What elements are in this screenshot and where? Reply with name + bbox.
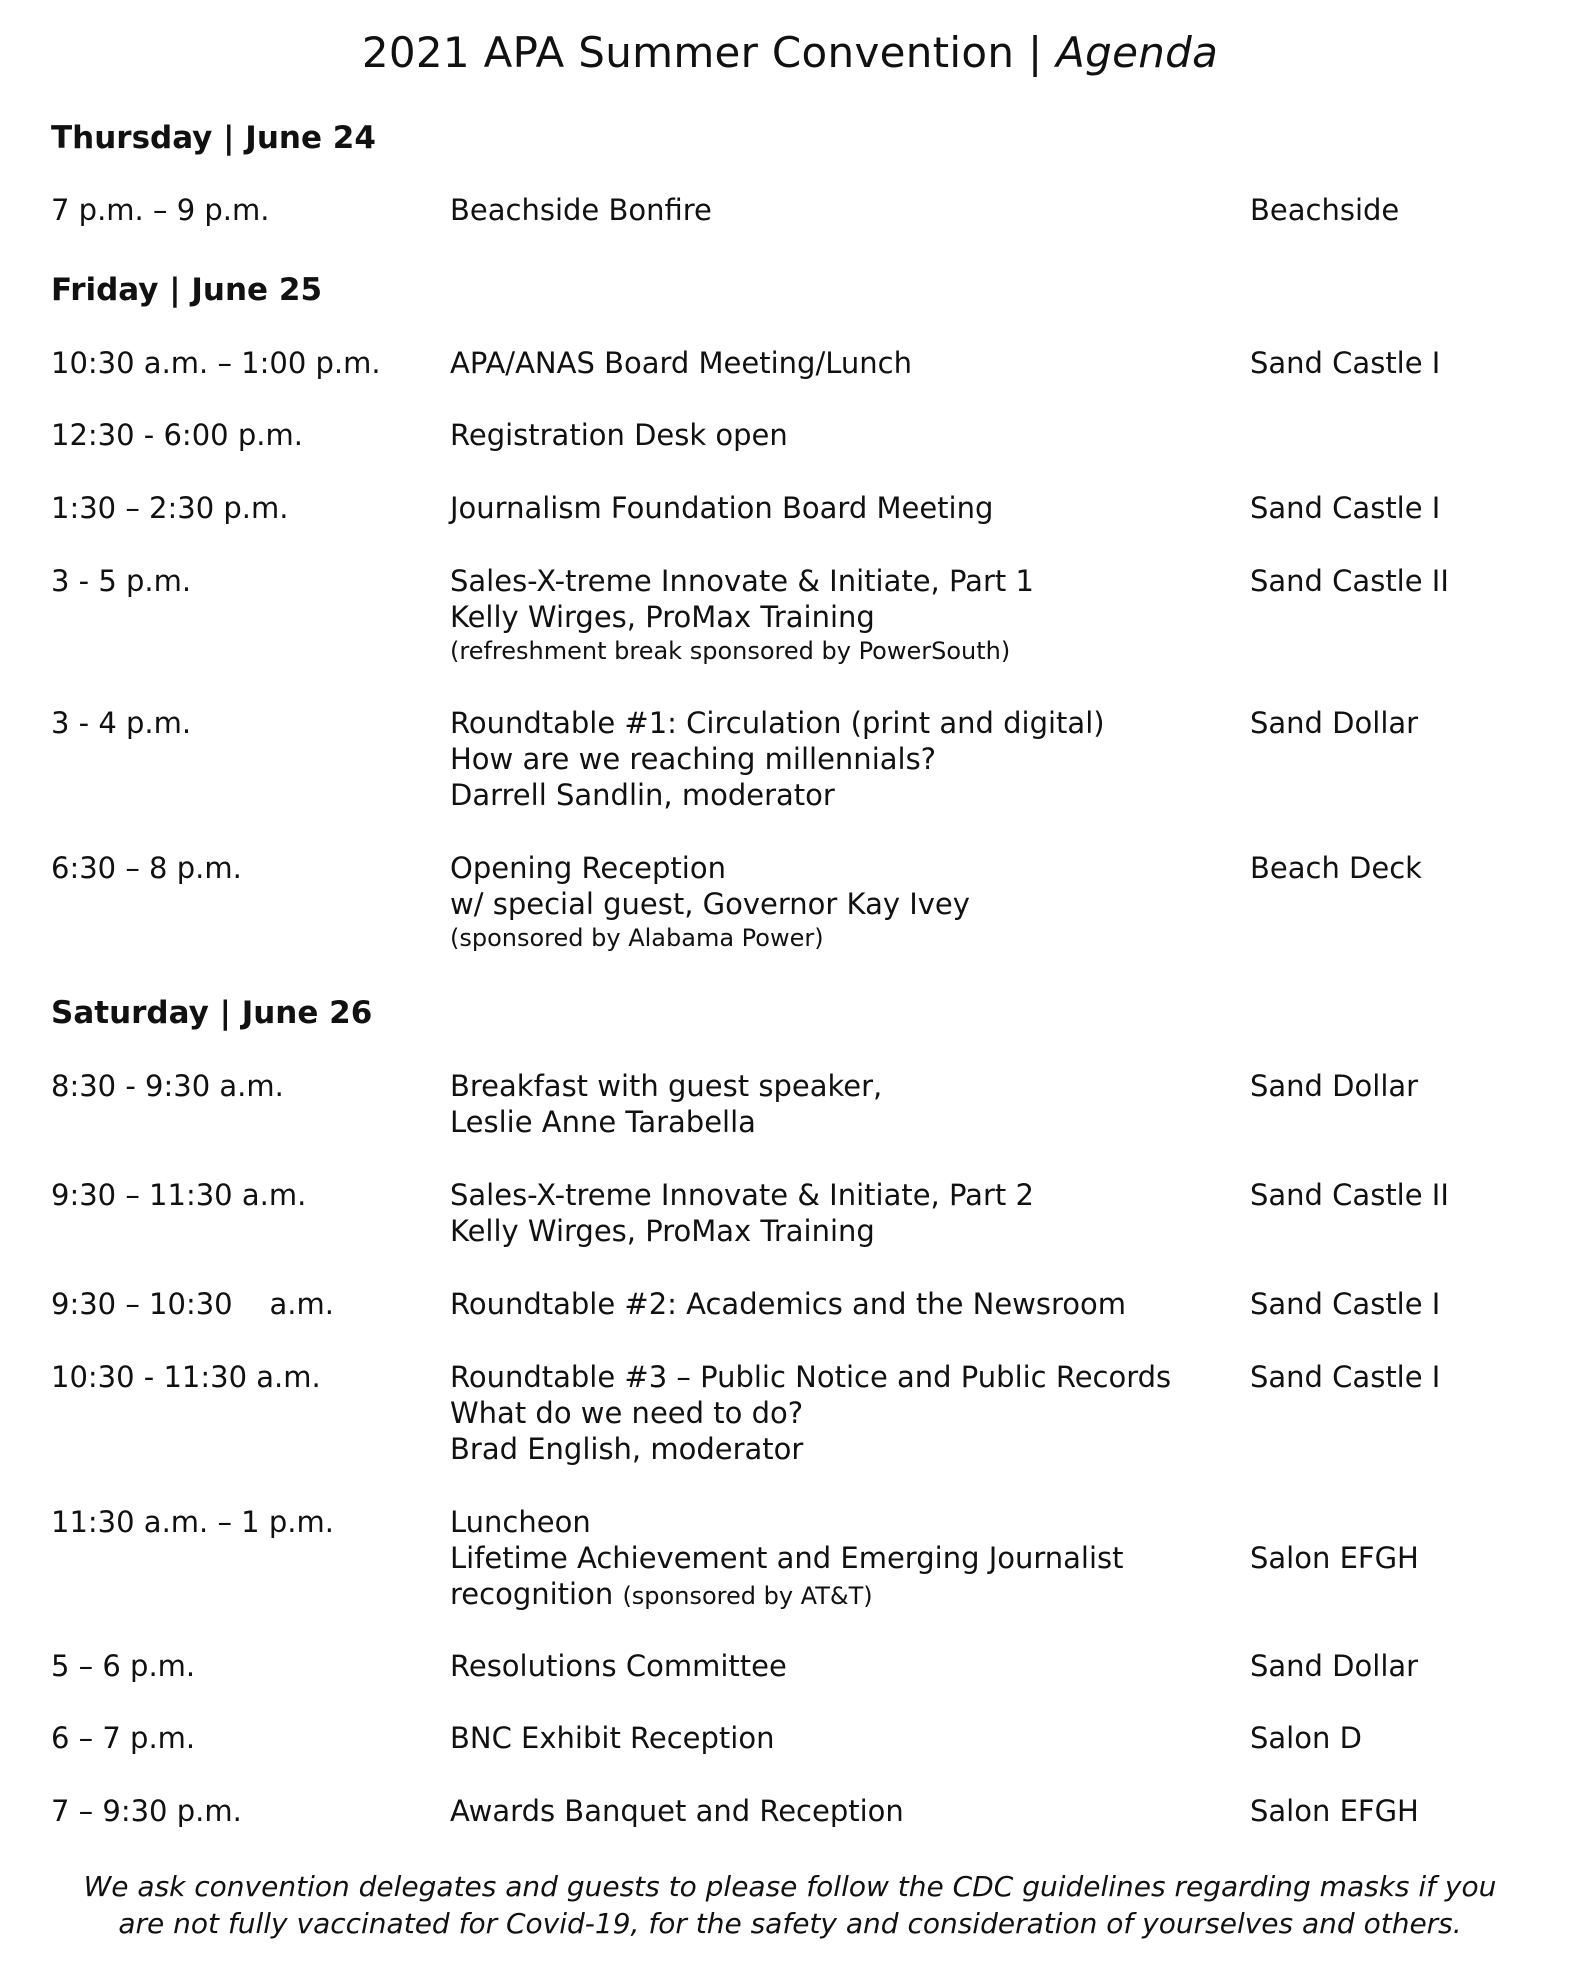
event-sponsor-note: (refreshment break sponsored by PowerSouth) [450, 637, 1011, 665]
event-location: Sand Castle I [1250, 491, 1441, 525]
event-details [450, 1286, 1230, 1322]
event-details [450, 1720, 1230, 1756]
event-title: Awards Banquet and Reception [450, 1794, 904, 1828]
event-title: Opening Reception [450, 851, 726, 885]
event-time: 8:30 - 9:30 a.m. [51, 1069, 284, 1103]
day-heading-thursday: Thursday | June 24 [51, 120, 376, 156]
title-main: 2021 APA Summer Convention [361, 28, 1015, 77]
event-title: Resolutions Committee [450, 1649, 787, 1683]
event-title: APA/ANAS Board Meeting/Lunch [450, 346, 912, 380]
event-location: Sand Castle I [1250, 1287, 1441, 1321]
event-time: 6:30 – 8 p.m. [51, 851, 242, 885]
event-title: Luncheon [450, 1505, 591, 1539]
event-title: Roundtable #1: Circulation (print and digital) [450, 706, 1105, 740]
event-details [450, 705, 1230, 813]
event-time: 6 – 7 p.m. [51, 1721, 196, 1755]
event-details [450, 1177, 1230, 1249]
event-title: Beachside Bonfire [450, 193, 712, 227]
title-sub: Agenda [1056, 28, 1219, 77]
event-location: Salon EFGH [1250, 1794, 1419, 1828]
event-title: Sales-X-treme Innovate & Initiate, Part 1 [450, 564, 1034, 598]
event-details [450, 563, 1230, 668]
event-time: 10:30 a.m. – 1:00 p.m. [51, 346, 381, 380]
event-title: Roundtable #2: Academics and the Newsroom [450, 1287, 1127, 1321]
event-sponsor-note: (sponsored by AT&T) [622, 1582, 873, 1610]
event-details [450, 1068, 1230, 1140]
event-location: Salon EFGH [1250, 1541, 1419, 1575]
event-recognition-text: recognition [450, 1577, 614, 1611]
event-subtitle-continued [450, 1576, 1230, 1614]
event-location: Sand Castle II [1250, 564, 1449, 598]
event-time: 9:30 – 11:30 a.m. [51, 1178, 307, 1212]
event-details [450, 1359, 1230, 1467]
event-sponsor-note: (sponsored by Alabama Power) [450, 924, 824, 952]
event-title: Journalism Foundation Board Meeting [450, 491, 994, 525]
event-location: Beach Deck [1250, 851, 1422, 885]
event-time: 1:30 – 2:30 p.m. [51, 491, 289, 525]
day-heading-friday: Friday | June 25 [51, 272, 323, 308]
event-details [450, 345, 1230, 381]
event-time: 9:30 – 10:30 a.m. [51, 1287, 334, 1321]
event-time: 12:30 - 6:00 p.m. [51, 418, 303, 452]
covid-guidelines-note [40, 1868, 1540, 1942]
page-title [0, 28, 1580, 77]
event-guest: w/ special guest, Governor Kay Ivey [450, 887, 970, 921]
event-time: 10:30 - 11:30 a.m. [51, 1360, 321, 1394]
event-location: Sand Dollar [1250, 1649, 1419, 1683]
event-details [450, 490, 1230, 526]
event-time: 7 – 9:30 p.m. [51, 1794, 242, 1828]
event-time: 3 - 4 p.m. [51, 706, 192, 740]
event-moderator: Brad English, moderator [450, 1432, 804, 1466]
event-details [450, 417, 1230, 453]
event-location: Sand Castle I [1250, 346, 1441, 380]
event-subtitle: How are we reaching millennials? [450, 742, 937, 776]
event-speaker: Kelly Wirges, ProMax Training [450, 1214, 875, 1248]
footer-line: We ask convention delegates and guests to please follow the CDC guidelines regarding masks if you [83, 1870, 1497, 1903]
event-title: BNC Exhibit Reception [450, 1721, 775, 1755]
event-time: 3 - 5 p.m. [51, 564, 192, 598]
event-details [450, 1648, 1230, 1684]
footer-line: are not fully vaccinated for Covid-19, for the safety and consideration of yourselves and others. [118, 1907, 1462, 1940]
event-moderator: Darrell Sandlin, moderator [450, 778, 835, 812]
title-separator: | [1014, 28, 1057, 77]
event-location: Salon D [1250, 1721, 1362, 1755]
event-speaker: Kelly Wirges, ProMax Training [450, 600, 875, 634]
event-location: Sand Castle II [1250, 1178, 1449, 1212]
event-details [450, 1793, 1230, 1829]
event-speaker: Leslie Anne Tarabella [450, 1105, 756, 1139]
event-title: Breakfast with guest speaker, [450, 1069, 883, 1103]
event-location: Sand Castle I [1250, 1360, 1441, 1394]
event-time: 5 – 6 p.m. [51, 1649, 196, 1683]
event-subtitle: What do we need to do? [450, 1396, 804, 1430]
event-time: 7 p.m. – 9 p.m. [51, 193, 270, 227]
event-title: Roundtable #3 – Public Notice and Public Records [450, 1360, 1172, 1394]
event-location: Sand Dollar [1250, 1069, 1419, 1103]
event-subtitle: Lifetime Achievement and Emerging Journalist [450, 1541, 1124, 1575]
event-location: Beachside [1250, 193, 1400, 227]
event-time: 11:30 a.m. – 1 p.m. [51, 1505, 334, 1539]
event-title: Registration Desk open [450, 418, 788, 452]
event-details [450, 850, 1230, 955]
event-title: Sales-X-treme Innovate & Initiate, Part 2 [450, 1178, 1034, 1212]
day-heading-saturday: Saturday | June 26 [51, 995, 373, 1031]
event-details [450, 1504, 1230, 1614]
event-location: Sand Dollar [1250, 706, 1419, 740]
event-details [450, 192, 1230, 228]
